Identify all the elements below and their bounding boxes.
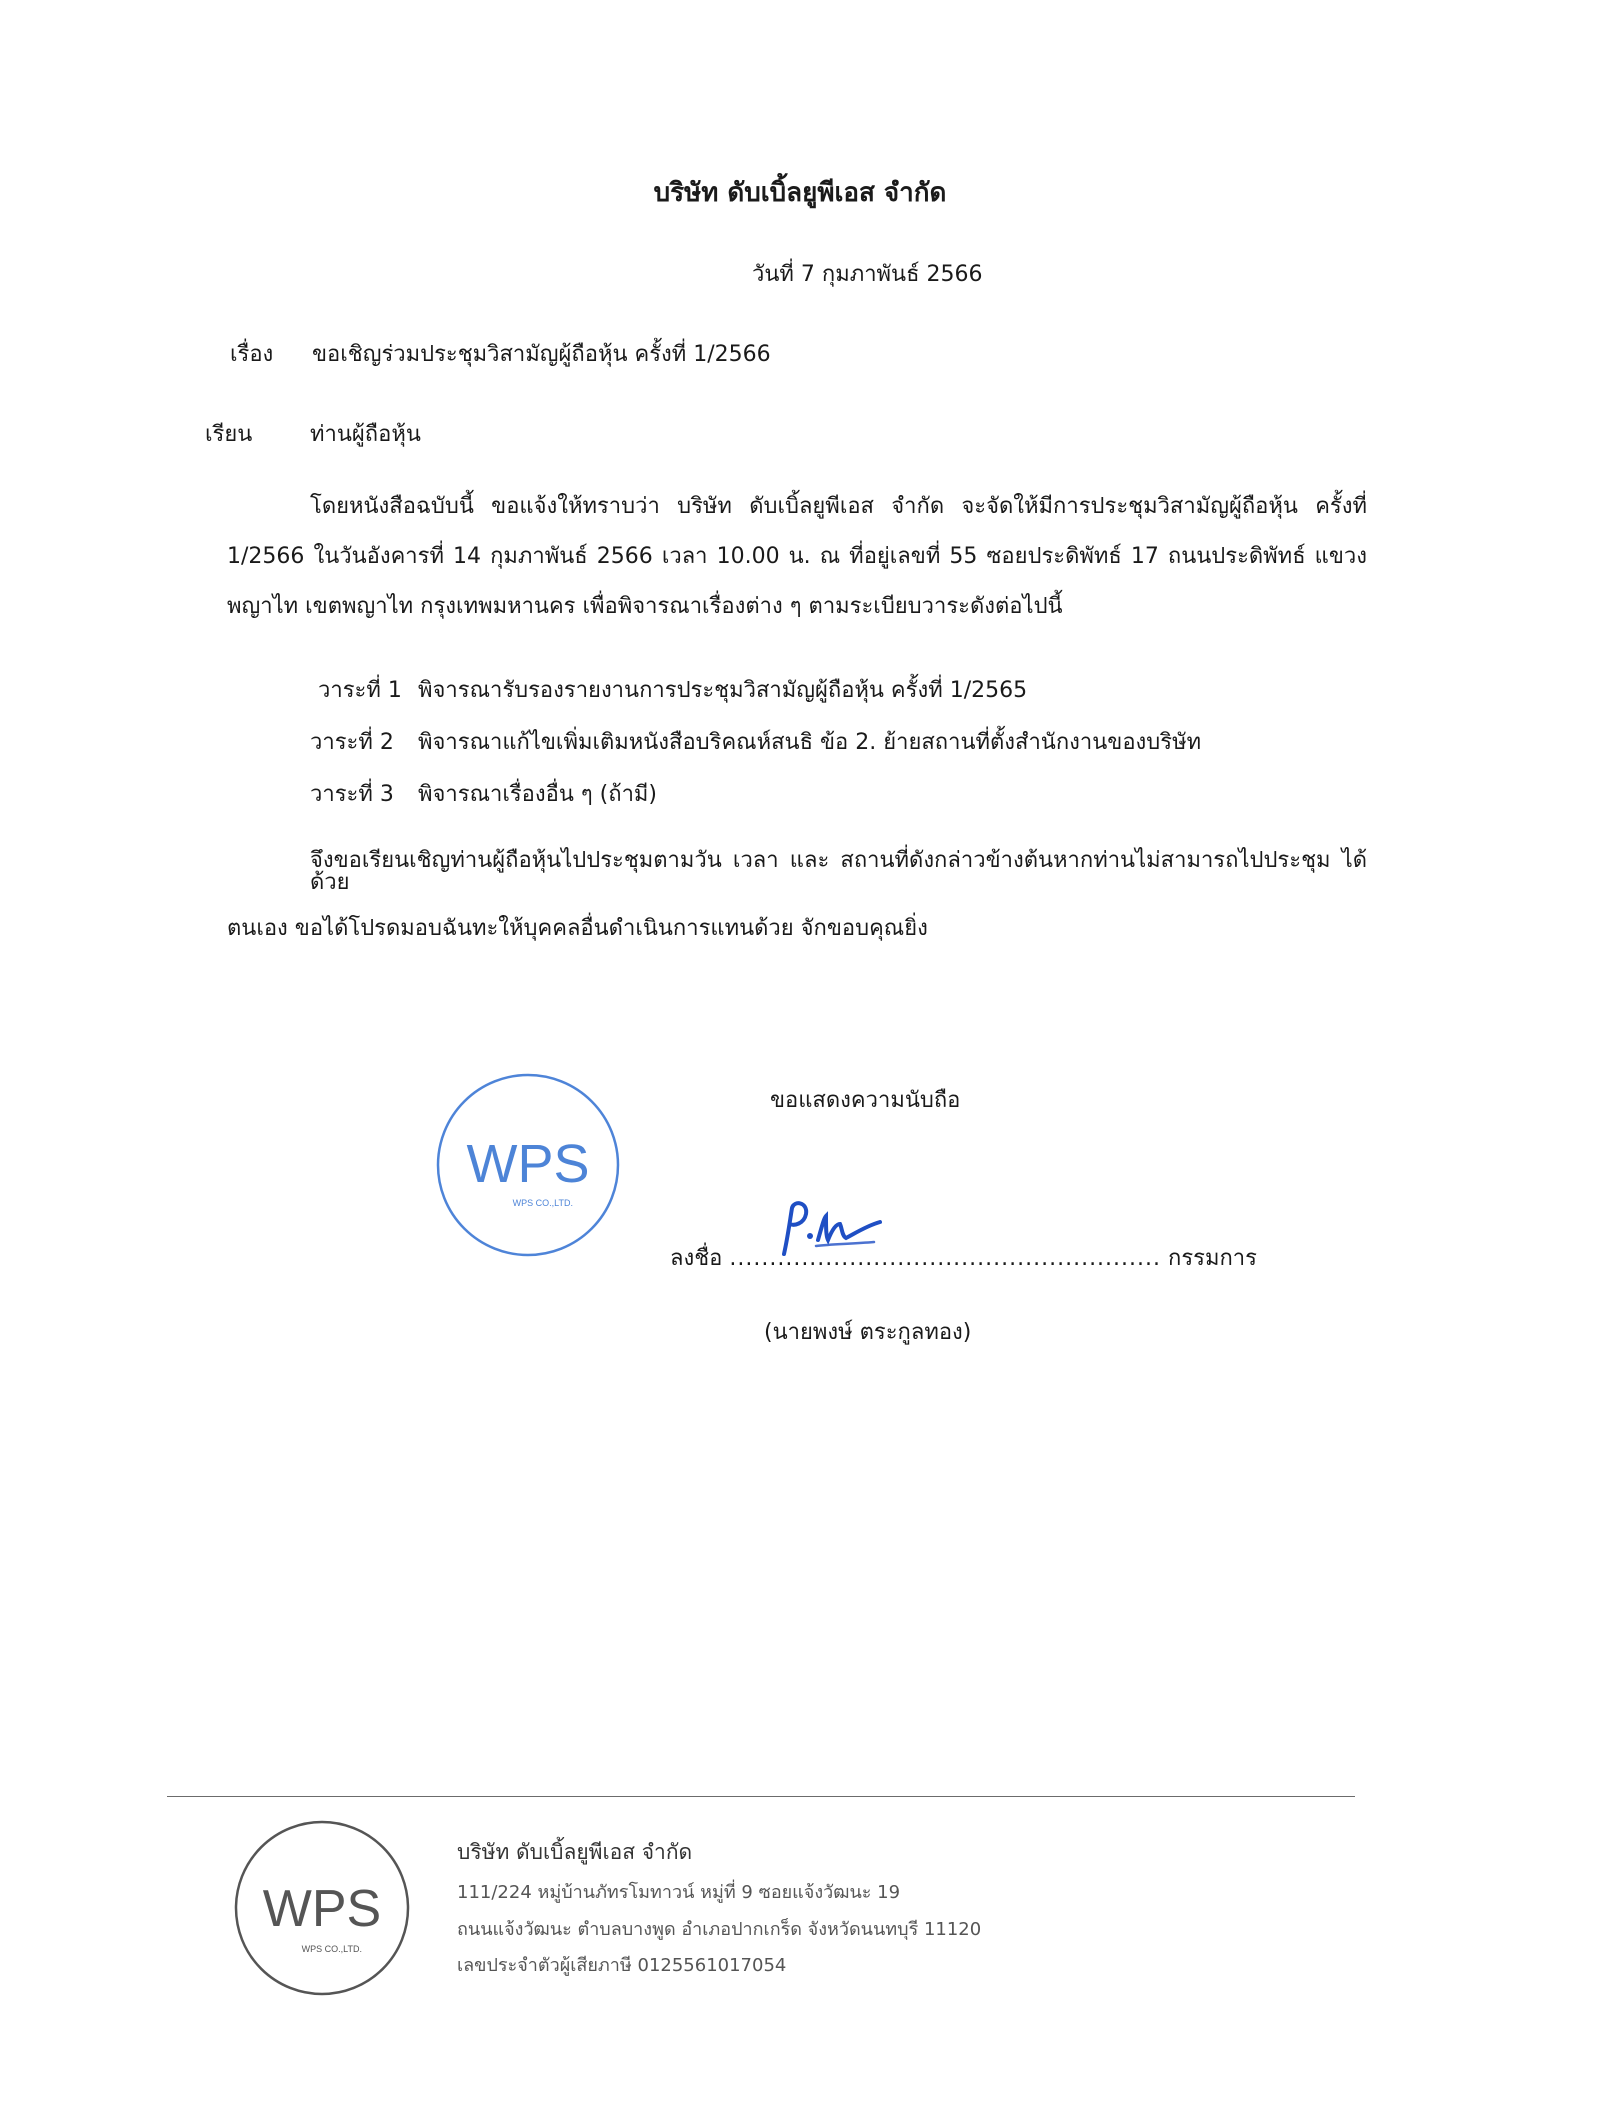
footer-company: บริษัท ดับเบิ้ลยูพีเอส จำกัด <box>457 1840 693 1864</box>
company-stamp <box>433 1070 623 1260</box>
stamp-logo-text: WPS <box>466 1134 590 1194</box>
sign-dots: ...................................................... <box>729 1246 1162 1271</box>
footer-logo-text: WPS <box>262 1880 382 1938</box>
agenda-item-3 <box>310 776 657 811</box>
recipient-label: เรียน <box>205 422 253 447</box>
footer-logo <box>232 1818 412 1998</box>
signatory-name: (นายพงษ์ ตระกูลทอง) <box>764 1320 972 1345</box>
sign-label: ลงชื่อ <box>670 1246 723 1271</box>
recipient-text: ท่านผู้ถือหุ้น <box>310 422 421 447</box>
intro-line-1: โดยหนังสือฉบับนี้ ขอแจ้งให้ทราบว่า บริษัท ดับเบิ้ลยูพีเอส จำกัด จะจัดให้มีการประชุมวิสามัญผู้ถือหุ้น ครั้งที่ <box>310 494 1367 519</box>
agenda-item-1 <box>318 672 1027 707</box>
intro-line-2: 1/2566 ในวันอังคารที่ 14 กุมภาพันธ์ 2566 เวลา 10.00 น. ณ ที่อยู่เลขที่ 55 ซอยประดิพัทธ์ 17 ถนนประดิพัทธ์ แขวง <box>227 544 1367 569</box>
intro-line-3: พญาไท เขตพญาไท กรุงเทพมหานคร เพื่อพิจารณาเรื่องต่าง ๆ ตามระเบียบวาระดังต่อไปนี้ <box>227 594 1063 619</box>
subject-label: เรื่อง <box>230 342 274 367</box>
closing-line-1: จึงขอเรียนเชิญท่านผู้ถือหุ้นไปประชุมตามวัน เวลา และ สถานที่ดังกล่าวข้างต้นหากท่านไม่สามารถไปประชุม ได้ด้วย <box>310 848 1367 895</box>
agenda-text: พิจารณาเรื่องอื่น ๆ (ถ้ามี) <box>418 782 658 807</box>
closing-line-2: ตนเอง ขอได้โปรดมอบฉันทะให้บุคคลอื่นดำเนินการแทนด้วย จักขอบคุณยิ่ง <box>227 916 928 941</box>
agenda-text: พิจารณาแก้ไขเพิ่มเติมหนังสือบริคณห์สนธิ ข้อ 2. ย้ายสถานที่ตั้งสำนักงานของบริษัท <box>418 730 1202 755</box>
letter-date: วันที่ 7 กุมภาพันธ์ 2566 <box>752 262 983 287</box>
footer-tax-id: เลขประจำตัวผู้เสียภาษี 0125561017054 <box>457 1955 787 1976</box>
agenda-number: วาระที่ 2 <box>310 730 394 755</box>
footer-logo-sub: WPS CO.,LTD. <box>301 1944 362 1954</box>
sign-role: กรรมการ <box>1168 1246 1257 1271</box>
stamp-sub-text: WPS CO.,LTD. <box>512 1198 573 1208</box>
handwritten-signature <box>770 1196 890 1270</box>
regards-text: ขอแสดงความนับถือ <box>770 1088 961 1113</box>
footer-address-1: 111/224 หมู่บ้านภัทรโมทาวน์ หมู่ที่ 9 ซอยแจ้งวัฒนะ 19 <box>457 1882 901 1903</box>
subject-text: ขอเชิญร่วมประชุมวิสามัญผู้ถือหุ้น ครั้งที่ 1/2566 <box>312 342 771 367</box>
signature-line <box>670 1240 1257 1275</box>
footer-address-2: ถนนแจ้งวัฒนะ ตำบลบางพูด อำเภอปากเกร็ด จังหวัดนนทบุรี 11120 <box>457 1919 982 1940</box>
company-title: บริษัท ดับเบิ้ลยูพีเอส จำกัด <box>653 178 947 208</box>
footer-divider <box>167 1796 1355 1797</box>
agenda-item-2 <box>310 724 1201 759</box>
agenda-number: วาระที่ 1 <box>318 678 402 703</box>
agenda-number: วาระที่ 3 <box>310 782 394 807</box>
agenda-text: พิจารณารับรองรายงานการประชุมวิสามัญผู้ถือหุ้น ครั้งที่ 1/2565 <box>418 678 1028 703</box>
